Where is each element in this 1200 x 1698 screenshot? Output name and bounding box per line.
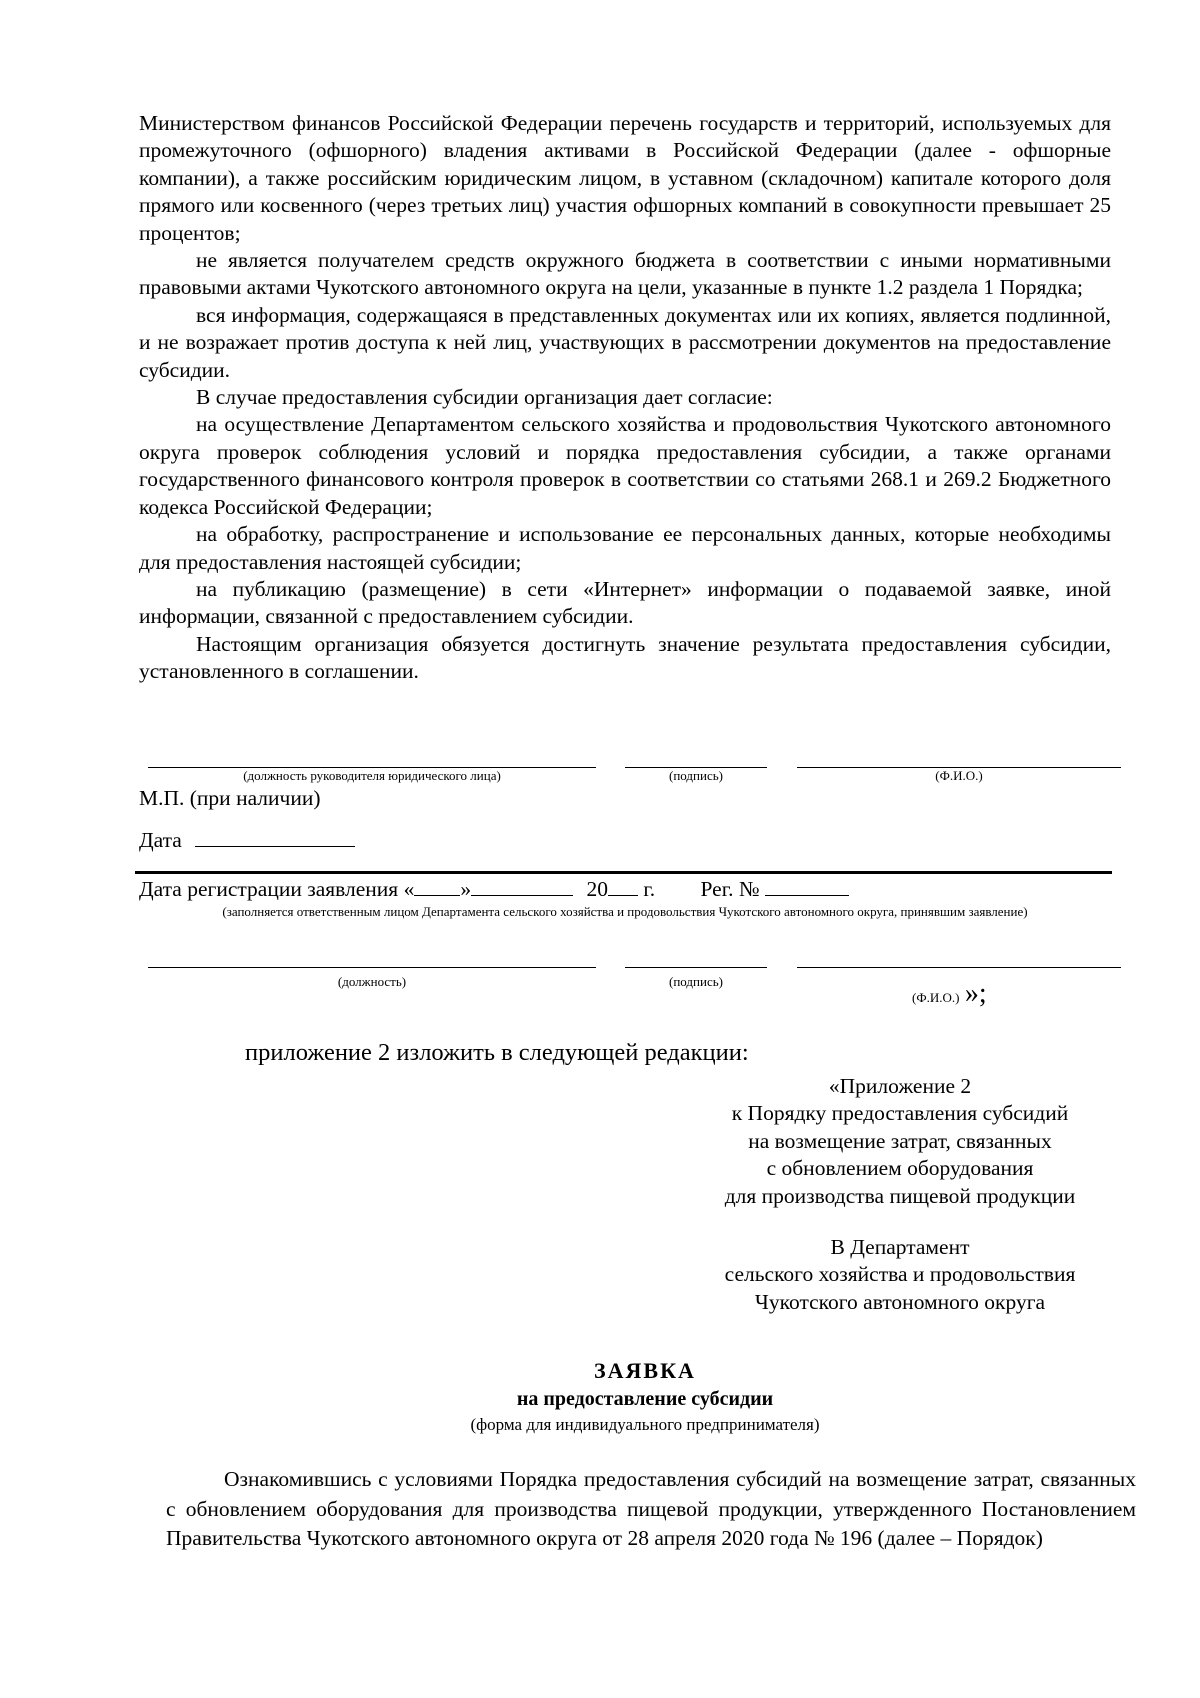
reg-no-label: Рег. № [700,877,760,901]
official-position-caption: (должность) [337,974,407,989]
paragraph-offshore: Министерством финансов Российской Федерации перечень государств и территорий, используемых для промежуточного (офшорного) владения активами в Российской Федерации (далее - офшорные компании), а также российским юридическим лицом, в уставном (складочном) капитале которого доля прямого или косвенного (через третьих лиц) участия офшорных компаний в совокупности превышает 25 процентов; [139,111,1111,245]
date-blank [195,826,355,847]
official-position-line [148,967,596,968]
date-field [139,826,355,853]
paragraph-consent-publication: на публикацию (размещение) в сети «Интернет» информации о подаваемой заявке, иной информации, связанной с предоставлением субсидии. [139,576,1111,629]
form-intro-text: Ознакомившись с условиями Порядка предоставления субсидий на возмещение затрат, связанных с обновлением оборудования для производства пищевой продукции, утвержденного Постановлением Правительства Чукотского автономного округа от 28 апреля 2020 года № 196 (далее – Порядок) [166,1467,1136,1550]
paragraph-consent-personal-data: на обработку, распространение и использование ее персональных данных, которые необходимы для предоставления настоящей субсидии; [139,522,1111,574]
reg-no-blank [765,875,849,896]
addressee-line: Чукотского автономного округа [754,1289,1046,1314]
official-name-caption: (Ф.И.О.) [912,990,960,1005]
appendix-header [680,1073,1120,1210]
appendix-line: на возмещение затрат, связанных [748,1128,1052,1153]
form-note: (форма для индивидуального предпринимателя) [470,1415,820,1434]
addressee-block [680,1234,1120,1316]
section-divider [135,871,1112,874]
paragraph-authenticity: вся информация, содержащаяся в представленных документах или их копиях, является подлинной, и не возражает против доступа к ней лиц, участвующих в рассмотрении документов на предоставление субсидии. [139,302,1111,382]
closing-quote: »; [964,978,987,1009]
registration-month-blank [471,875,573,896]
official-name-line [797,967,1121,968]
sign-caption: (подпись) [669,768,723,783]
registration-year-prefix: 20 [586,877,608,901]
name-caption: (Ф.И.О.) [935,768,983,783]
paragraph-consent-inspection: на осуществление Департаментом сельского хозяйства и продовольствия Чукотского автономного округа проверок соблюдения условий и порядка предоставления субсидии, а также органами государственного финансового контроля проверок в соответствии со статьями 268.1 и 269.2 Бюджетного кодекса Российской Федерации; [139,412,1111,519]
seal-label: М.П. (при наличии) [139,786,321,810]
addressee-line: сельского хозяйства и продовольствия [724,1262,1076,1287]
form-subtitle: на предоставление субсидии [516,1388,774,1410]
paragraph-not-recipient: не является получателем средств окружного бюджета в соответствии с иными нормативными правовыми актами Чукотского автономного округа на цели, указанные в пункте 1.2 раздела 1 Порядка; [139,248,1111,300]
addressee-line: В Департамент [830,1235,970,1259]
registration-day-blank [414,875,460,896]
registration-note: (заполняется ответственным лицом Департамента сельского хозяйства и продовольствия Чукотского автономного округа, принявшим заявление) [222,904,1028,919]
official-name-block [912,978,987,1010]
appendix-line: с обновлением оборудования [766,1156,1034,1181]
registration-line [139,875,849,902]
registration-label: Дата регистрации заявления « [139,877,415,901]
registration-year-blank [608,875,638,896]
appendix-line: к Порядку предоставления субсидий [731,1101,1069,1126]
form-title: ЗАЯВКА [594,1358,696,1383]
paragraph-consent-intro: В случае предоставления субсидии организация дает согласие: [196,385,773,410]
position-caption: (должность руководителя юридического лица) [243,768,501,783]
paragraph-obligation: Настоящим организация обязуется достигнуть значение результата предоставления субсидии, установленного в соглашении. [139,631,1111,684]
appendix-line: для производства пищевой продукции [724,1183,1076,1208]
amendment-instruction: приложение 2 изложить в следующей редакции: [245,1039,749,1066]
conditions-text [139,110,1111,686]
official-sign-line [625,967,767,968]
form-intro [166,1465,1136,1554]
date-label: Дата [139,828,182,852]
official-sign-caption: (подпись) [669,974,723,989]
registration-quote-close: » [460,877,472,901]
appendix-line: «Приложение 2 [828,1074,972,1098]
registration-year-suffix: г. [637,877,656,901]
